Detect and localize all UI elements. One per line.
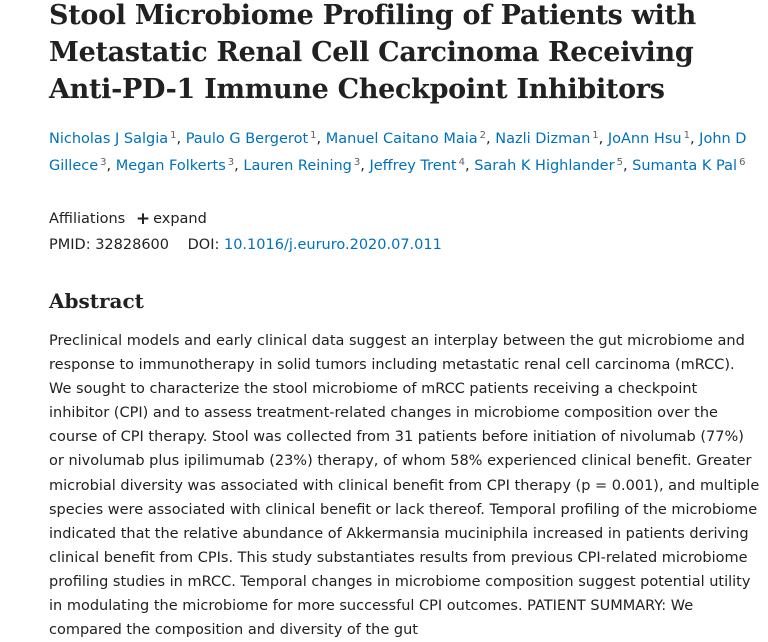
- identifiers-row: [49, 234, 442, 256]
- author-list: [49, 124, 759, 178]
- doi-label: DOI:: [187, 237, 220, 253]
- author-link[interactable]: [49, 131, 176, 147]
- author-link[interactable]: [474, 158, 623, 174]
- plus-icon: +: [135, 209, 151, 229]
- author-name: John D Gillece: [49, 131, 747, 174]
- pmid-value: 32828600: [95, 237, 170, 253]
- author-separator: ,: [486, 131, 496, 147]
- author-link[interactable]: [495, 131, 598, 147]
- pmid-label: PMID:: [49, 237, 91, 253]
- author-separator: ,: [316, 131, 326, 147]
- author-separator: ,: [689, 131, 700, 147]
- author-separator: ,: [360, 158, 370, 174]
- author-name: Lauren Reining: [243, 158, 352, 174]
- author-name: Sarah K Highlander: [474, 158, 615, 174]
- author-name: Megan Folkerts: [115, 158, 226, 174]
- author-name: Jeffrey Trent: [369, 158, 457, 174]
- author-link[interactable]: [608, 131, 690, 147]
- abstract-text: Preclinical models and early clinical data suggest an interplay between the gut microbiome and response to immunotherapy in solid tumors including metastatic renal cell carcinoma (mRCC). We sought to characterize the stool microbiome of mRCC patients receiving a checkpoint inhibitor (CPI) and to assess treatment-related changes in microbiome composition over the course of CPI therapy. Stool was collected from 31 patients before initiation of nivolumab (77%) or nivolumab plus ipilimumab (23%) therapy, of whom 58% experienced clinical benefit. Greater microbial diversity was associated with clinical benefit from CPI therapy (p = 0.001), and multiple species were associated with clinical benefit or lack thereof. Temporal profiling of the microbiome indicated that the relative abundance of Akkermansia muciniphila increased in patients deriving clinical benefit from CPIs. This study substantiates results from previous CPI-related microbiome profiling studies in mRCC. Temporal changes in microbiome composition suggest potential utility in modulating the microbiome for more successful CPI outcomes. PATIENT SUMMARY: We compared the composition and diversity of the gut: [49, 333, 760, 639]
- author-separator: ,: [622, 158, 633, 174]
- author-link[interactable]: [326, 131, 486, 147]
- author-affiliation-number[interactable]: 3: [227, 157, 235, 168]
- author-affiliation-number[interactable]: 5: [616, 157, 623, 168]
- author-name: Sumanta K Pal: [632, 158, 738, 174]
- affiliations-row: [49, 208, 207, 230]
- author-link[interactable]: [369, 158, 464, 174]
- affiliations-expand-button[interactable]: [136, 211, 207, 227]
- author-name: Paulo G Bergerot: [185, 131, 309, 147]
- author-affiliation-number[interactable]: 2: [479, 130, 487, 141]
- author-affiliation-number[interactable]: 3: [353, 157, 361, 168]
- expand-label: expand: [153, 211, 207, 227]
- author-separator: ,: [176, 131, 186, 147]
- author-link[interactable]: [116, 158, 234, 174]
- author-name: JoAnn Hsu: [607, 131, 682, 147]
- author-affiliation-number[interactable]: 4: [458, 157, 465, 168]
- author-affiliation-number[interactable]: 1: [683, 130, 690, 141]
- affiliations-label: Affiliations: [49, 211, 126, 227]
- doi-link[interactable]: 10.1016/j.eururo.2020.07.011: [223, 237, 442, 253]
- author-link[interactable]: [632, 158, 745, 174]
- author-affiliation-number[interactable]: 1: [310, 130, 317, 141]
- author-name: Manuel Caitano Maia: [325, 131, 478, 147]
- author-link[interactable]: [186, 131, 317, 147]
- author-name: Nicholas J Salgia: [49, 131, 169, 147]
- article-title: Stool Microbiome Profiling of Patients with Metastatic Renal Cell Carcinoma Receiving Anti-PD-1 Immune Checkpoint Inhibitors: [49, 0, 696, 105]
- author-affiliation-number[interactable]: 6: [739, 157, 746, 168]
- author-separator: ,: [464, 158, 475, 174]
- author-affiliation-number[interactable]: 1: [592, 130, 599, 141]
- author-separator: ,: [598, 131, 608, 147]
- author-separator: ,: [234, 158, 244, 174]
- author-affiliation-number[interactable]: 3: [100, 157, 107, 168]
- author-name: Nazli Dizman: [495, 131, 591, 147]
- abstract-heading: Abstract: [49, 289, 144, 313]
- author-separator: ,: [106, 158, 116, 174]
- author-affiliation-number[interactable]: 1: [170, 130, 177, 141]
- author-link[interactable]: [243, 158, 360, 174]
